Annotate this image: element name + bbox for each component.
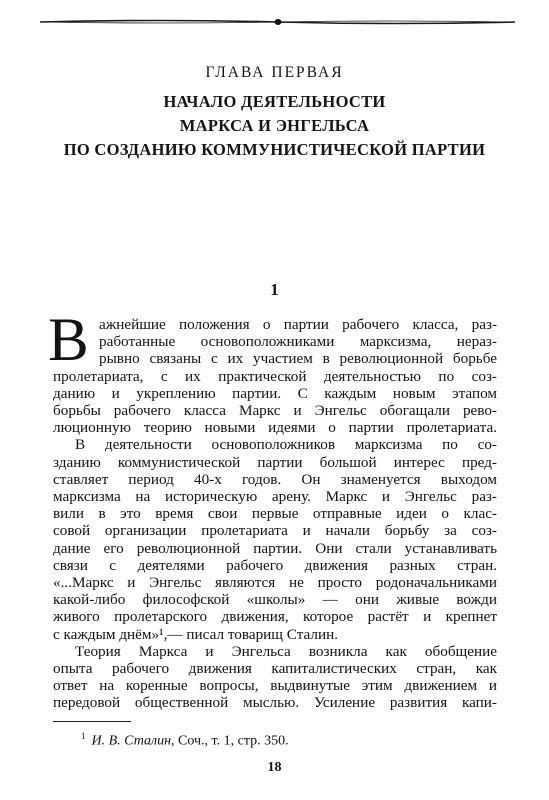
body-line: «...Маркс и Энгельс являются не просто родоначальниками [53, 574, 497, 591]
body-line: люционную теорию новыми идеями о партии пролетариата. [53, 419, 497, 437]
body-line: рывно связаны с их участием в революционной борьбе [99, 350, 497, 368]
body-line: опыта рабочего движения капиталистических стран, как [53, 660, 497, 677]
body-line: марксизма на историческую арену. Маркс и Энгельс раз- [53, 488, 497, 505]
body-line: пролетариата, с их практической деятельностью по соз- [53, 367, 497, 385]
body-line: передовой общественной мыслью. Усиление развития капи- [53, 694, 497, 712]
chapter-title-line-2: МАРКСА И ЭНГЕЛЬСА [179, 116, 370, 135]
footnote [81, 731, 289, 750]
body-line: работанные основоположниками марксизма, нераз- [99, 333, 497, 351]
page-number: 18 [267, 760, 282, 775]
section-number: 1 [270, 280, 279, 299]
drop-cap: В [48, 307, 89, 374]
body-line: зданию коммунистической партии большой интерес пред- [53, 453, 497, 471]
body-line: борьбы рабочего класса Маркс и Энгельс обогащали рево- [53, 402, 497, 419]
body-line: Теория Маркса и Энгельса возникла как обобщение [75, 642, 497, 660]
body-line: ажнейшие положения о партии рабочего класса, раз- [99, 316, 497, 333]
footnote-marker: 1 [81, 731, 86, 741]
body-line: ответ на коренные вопросы, выдвинутые этим движением и [53, 677, 497, 695]
body-line: ставляет период 40-х годов. Он знаменуется выходом [53, 470, 497, 488]
body-line: живого пролетарского движения, которое растёт и крепнет [53, 608, 497, 626]
body-line: с каждым днём»¹,— писал товарищ Сталин. [53, 625, 339, 643]
body-line: В деятельности основоположников марксизма по со- [75, 436, 497, 454]
body-line: какой-либо философской «школы» — они живые вожди [53, 591, 497, 609]
body-line: данию и укреплению партии. С каждым новым этапом [53, 384, 497, 402]
footnote-source: , Соч., т. 1, стр. 350. [171, 733, 289, 749]
footnote-author: И. В. Сталин [91, 733, 172, 749]
chapter-title-line-1: НАЧАЛО ДЕЯТЕЛЬНОСТИ [163, 92, 386, 111]
header-ornament [40, 17, 515, 27]
body-line: дание его революционной партии. Они стали устанавливать [53, 539, 497, 557]
body-line: связи с деятелями рабочего движения разных стран. [53, 556, 497, 574]
chapter-title-line-3: ПО СОЗДАНИЮ КОММУНИСТИЧЕСКОЙ ПАРТИИ [63, 140, 486, 159]
chapter-label: ГЛАВА ПЕРВАЯ [205, 64, 344, 81]
body-line: вили в это время свои первые отправные идеи о клас- [53, 505, 497, 523]
body-line: совой организации пролетариата и начали борьбу за соз- [53, 522, 497, 540]
footnote-rule [53, 721, 131, 722]
